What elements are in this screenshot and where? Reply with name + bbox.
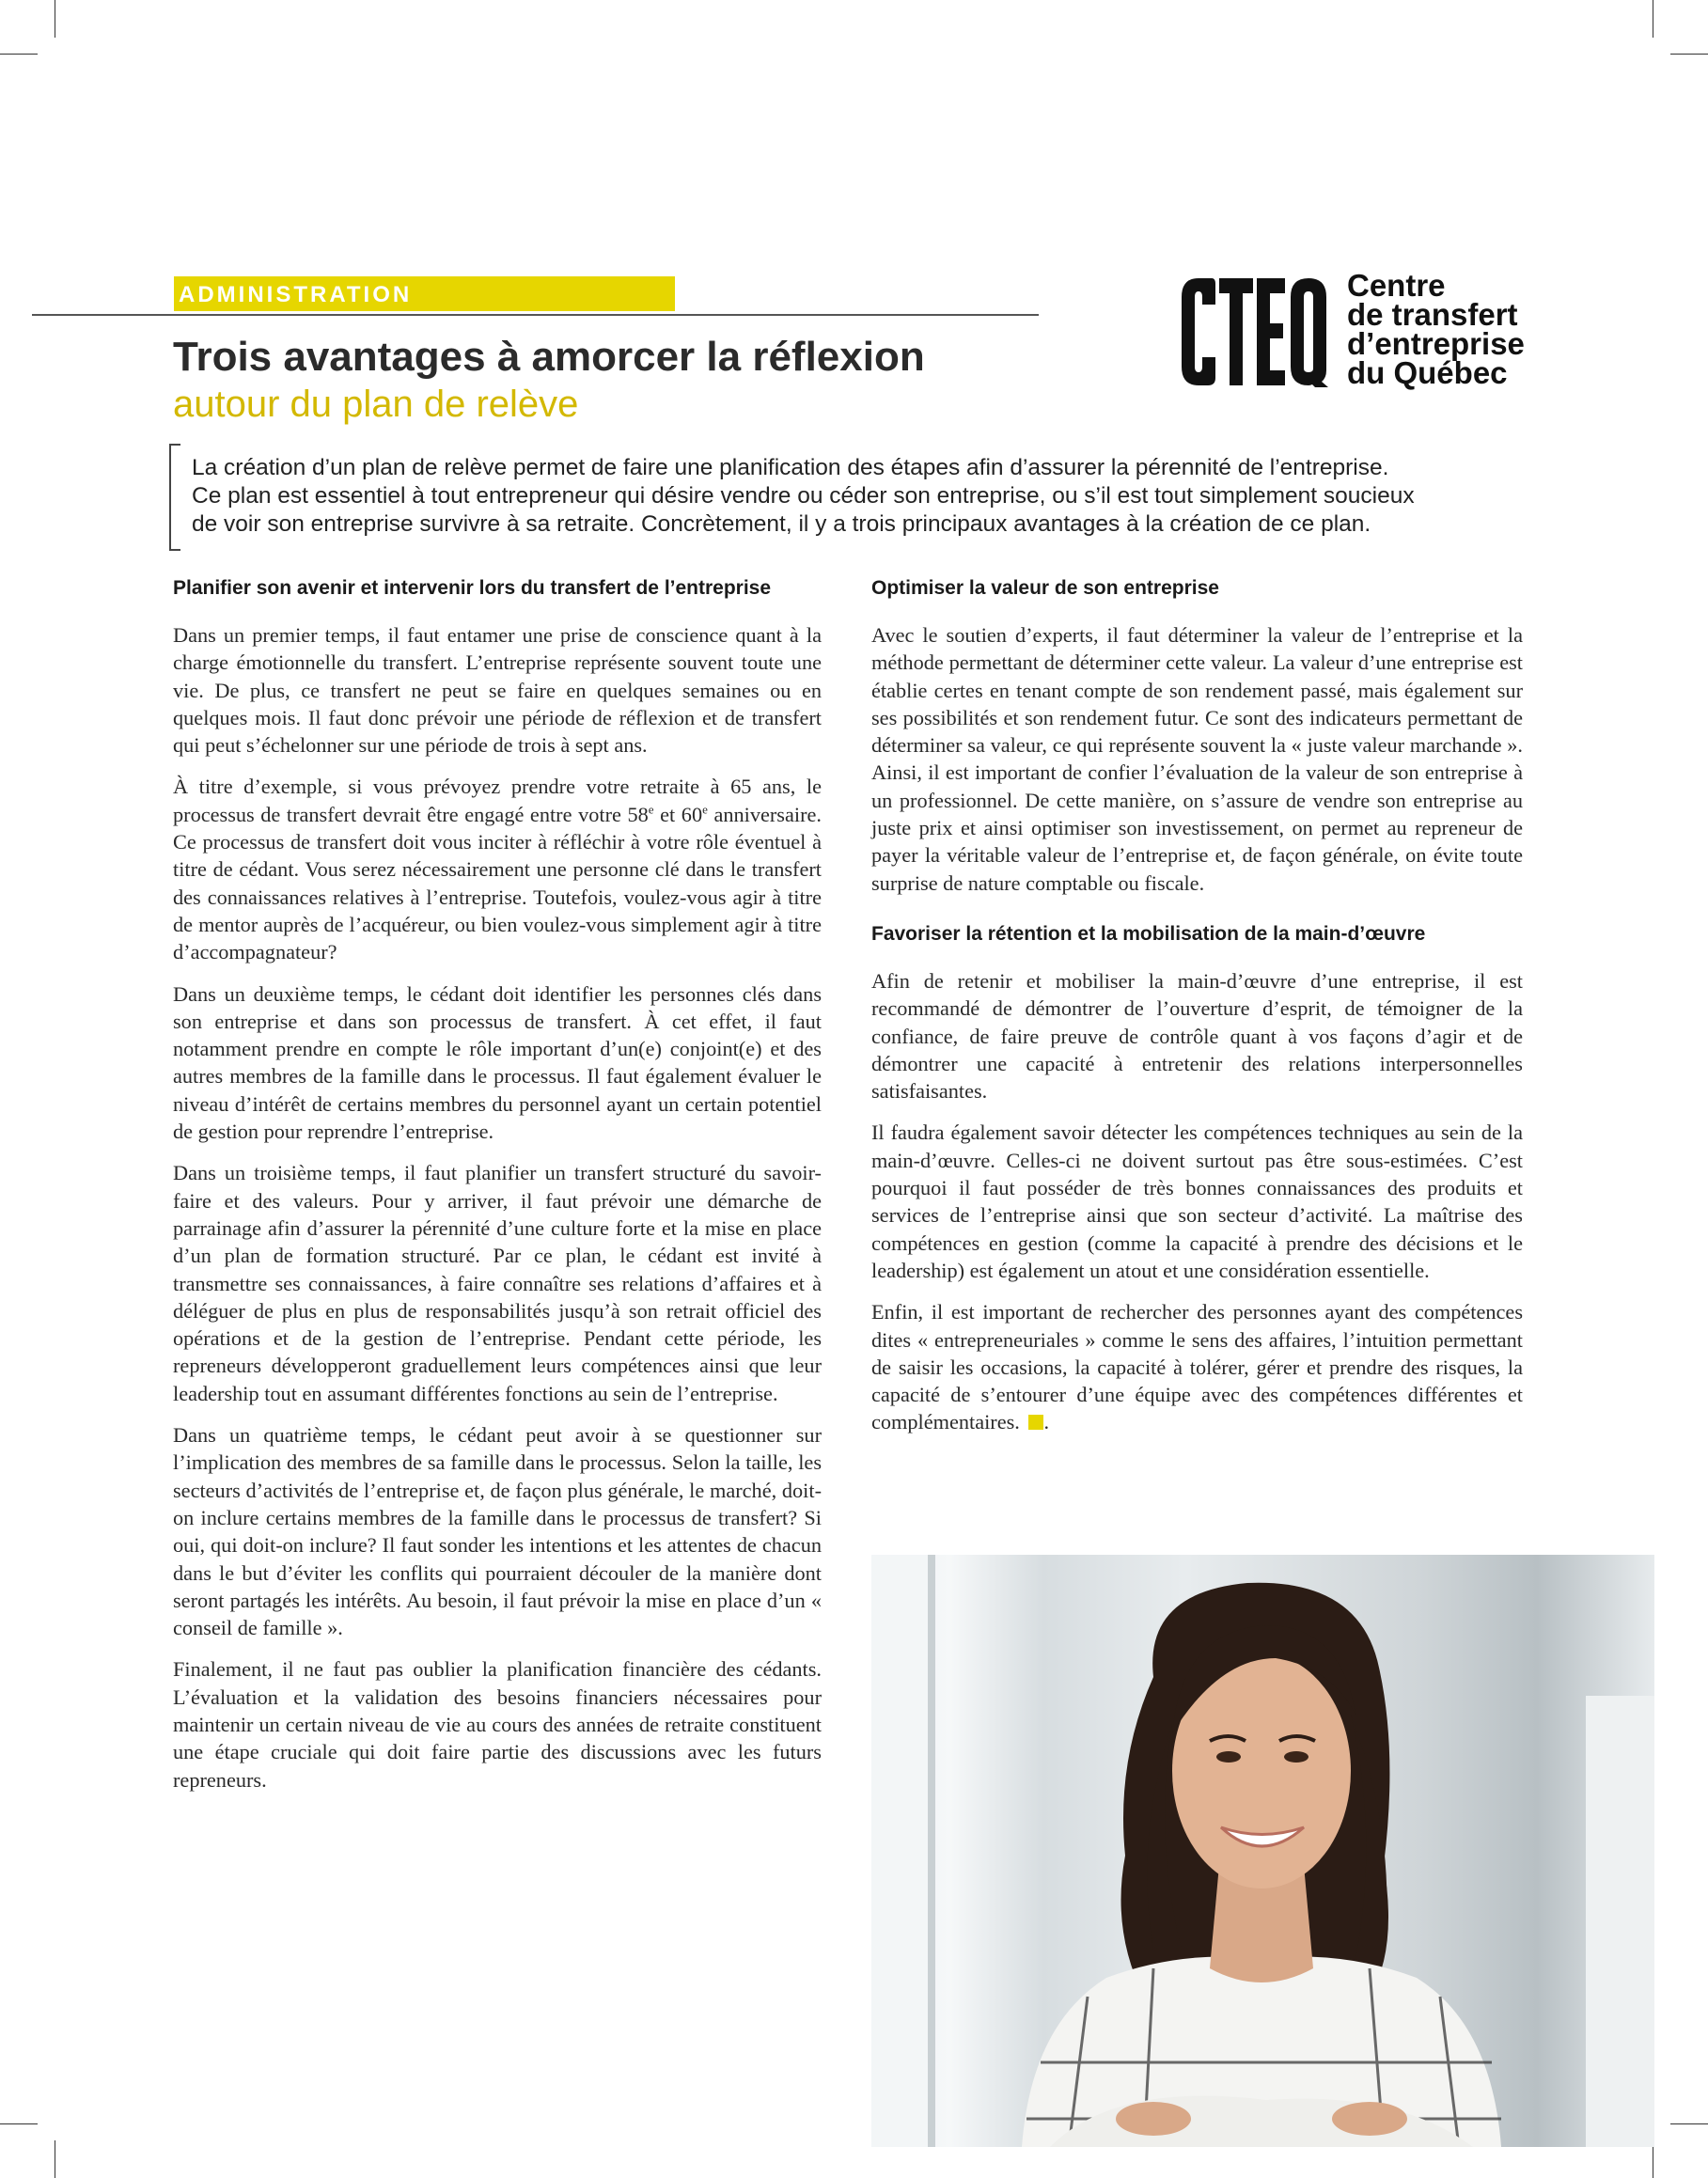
body-paragraph: Avec le soutien d’experts, il faut déterminer la valeur de l’entreprise et la méthode permettant de déterminer cette valeur. La valeur d’une entreprise est établie certes en tenant compte de son rendement passé, mais également sur ses possibilités et son rendement futur. Ce sont des indicateurs permettant de déterminer sa valeur, ce qui représente souvent la « juste valeur marchande ». Ainsi, il est important de confier l’évaluation de la valeur de son entreprise à un professionnel. De cette manière, on s’assure de vendre son entreprise au juste prix et ainsi optimiser son investissement, on permet au repreneur de payer la véritable valeur de l’entreprise et, de façon générale, on évite toute surprise de nature comptable ou fiscale. <box>871 623 1523 895</box>
section-label: ADMINISTRATION <box>179 282 413 307</box>
text-span: Enfin, il est important de rechercher des personnes ayant des compétences dites « entrepreneuriales » comme le sens des affaires, l’intuition permettant de saisir les occasions, la capacité à tolérer, gérer et prendre des risques, la capacité de s’entourer d’une équipe avec des compétences différentes et complémentaires. <box>871 1300 1523 1434</box>
logo-line: de transfert <box>1347 297 1518 332</box>
lead-bracket <box>169 444 180 551</box>
text-span: 58 <box>627 802 649 826</box>
text-span: À titre d’exemple, si vous prévoyez prendre votre retraite à 65 ans, le processus de transfert devrait être engagé entre votre <box>173 775 822 826</box>
body-paragraph: Dans un quatrième temps, le cédant peut avoir à se questionner sur l’implication des membres de sa famille dans le processus. Selon la taille, les secteurs d’activités de l’entreprise et, de façon plus générale, le marché, doit-on inclure certains membres de la famille dans le processus de transfert? Si oui, qui doit-on inclure? Il faut sonder les intentions et les attentes de chacun dans le but d’éviter les conflits qui pourraient découler de la manière dont seront partagés les intérêts. Au besoin, il faut prévoir la mise en place d’un « conseil de famille ». <box>173 1423 822 1640</box>
lead-line: La création d’un plan de relève permet de faire une planification des étapes afin d’assurer la pérennité de l’entreprise. <box>192 455 1389 480</box>
body-paragraph: Dans un deuxième temps, le cédant doit identifier les personnes clés dans son entreprise et dans son processus de transfert. À cet effet, il faut notamment prendre en compte le rôle important d’un(e) conjoint(e) et des autres membres de la famille dans le processus. Il faut également évaluer le niveau d’intérêt de certains membres du personnel ayant un certain potentiel de gestion pour reprendre l’entreprise. <box>173 981 822 1144</box>
text-span: . <box>1043 1410 1050 1434</box>
article-subtitle: autour du plan de relève <box>173 384 579 425</box>
right-column <box>871 575 1523 1450</box>
body-paragraph <box>871 1298 1523 1435</box>
portrait-illustration <box>871 1555 1654 2147</box>
superscript: e <box>702 802 708 817</box>
body-paragraph: Dans un premier temps, il faut entamer une prise de conscience quant à la charge émotionnelle du transfert. L’entreprise représente souvent toute une vie. De plus, ce transfert ne peut se faire en quelques semaines ou en quelques mois. Il faut donc prévoir une période de réflexion et de transfert qui peut s’échelonner sur une période de trois à sept ans. <box>173 623 822 758</box>
cteq-logo-text <box>1347 268 1525 390</box>
body-paragraph: Finalement, il ne faut pas oublier la planification financière des cédants. L’évaluation et la validation des besoins financiers nécessaires pour maintenir un certain niveau de vie au cours des années de retraite constituent une étape cruciale qui doit faire partie des discussions avec les futurs repreneurs. <box>173 1657 822 1792</box>
body-paragraph <box>173 773 822 965</box>
logo-line: Centre <box>1347 268 1446 303</box>
portrait-photo <box>871 1555 1654 2147</box>
superscript: e <box>648 802 654 817</box>
left-column <box>173 575 822 1808</box>
logo-line: d’entreprise <box>1347 326 1525 361</box>
crop-mark <box>0 54 38 55</box>
article-title: Trois avantages à amorcer la réflexion <box>173 334 925 380</box>
cteq-logo <box>1180 268 1537 393</box>
crop-mark <box>1670 2123 1708 2124</box>
section-heading: Optimiser la valeur de son entreprise <box>871 577 1219 599</box>
text-span: anniversaire. Ce processus de transfert doit vous inciter à réfléchir à votre rôle éventuel à titre de cédant. Vous serez nécessairement une personne clé dans le transfert des connaissances relatives à l’entreprise. Toutefois, voulez-vous agir à titre de mentor auprès de l’acquéreur, ou bien voulez-vous simplement agir à titre d’accompagnateur? <box>173 802 822 964</box>
crop-mark <box>0 2123 38 2124</box>
text-span: 60 <box>681 802 703 826</box>
header-rule <box>32 314 1039 316</box>
body-paragraph: Afin de retenir et mobiliser la main-d’œuvre d’une entreprise, il est recommandé de démontrer de l’ouverture d’esprit, de témoigner de la confiance, de faire preuve de contrôle quant à vos façons d’agir et de démontrer une capacité à entretenir des relations interpersonnelles satisfaisantes. <box>871 968 1523 1104</box>
lead-line: de voir son entreprise survivre à sa retraite. Concrètement, il y a trois principaux avantages à la création de ce plan. <box>192 511 1371 537</box>
cteq-logo-mark <box>1180 276 1330 387</box>
end-square-icon <box>1028 1415 1043 1430</box>
crop-mark <box>1670 54 1708 55</box>
logo-line: du Québec <box>1347 355 1508 390</box>
body-paragraph: Dans un troisième temps, il faut planifier un transfert structuré du savoir-faire et des valeurs. Pour y arriver, il faut prévoir une démarche de parrainage afin d’assurer la pérennité d’une culture forte et la mise en place d’un plan de formation structuré. Par ce plan, le cédant est invité à transmettre ses connaissances, à faire connaître ses relations d’affaires et à déléguer de plus en plus de responsabilités jusqu’à son retrait officiel des opérations et de la gestion de l’entreprise. Pendant cette période, les repreneurs développeront graduellement leurs compétences ainsi que leur leadership tout en assumant différentes fonctions au sein de l’entreprise. <box>173 1161 822 1405</box>
lead-paragraph <box>192 454 1498 539</box>
section-heading: Favoriser la rétention et la mobilisation de la main-d’œuvre <box>871 922 1426 945</box>
lead-line: Ce plan est essentiel à tout entrepreneur qui désire vendre ou céder son entreprise, ou s’il est tout simplement soucieux <box>192 483 1415 509</box>
body-paragraph: Il faudra également savoir détecter les compétences techniques au sein de la main-d’œuvre. Celles-ci ne doivent surtout pas être sous-estimées. C’est pourquoi il faut posséder de très bonnes connaissances des produits et services de l’entreprise ainsi que son secteur d’activité. La maîtrise des compétences en gestion (comme la capacité à prendre des décisions et le leadership) est également un atout et une considération essentielle. <box>871 1120 1523 1282</box>
section-heading: Planifier son avenir et intervenir lors du transfert de l’entreprise <box>173 577 772 599</box>
text-span: et <box>653 802 682 826</box>
